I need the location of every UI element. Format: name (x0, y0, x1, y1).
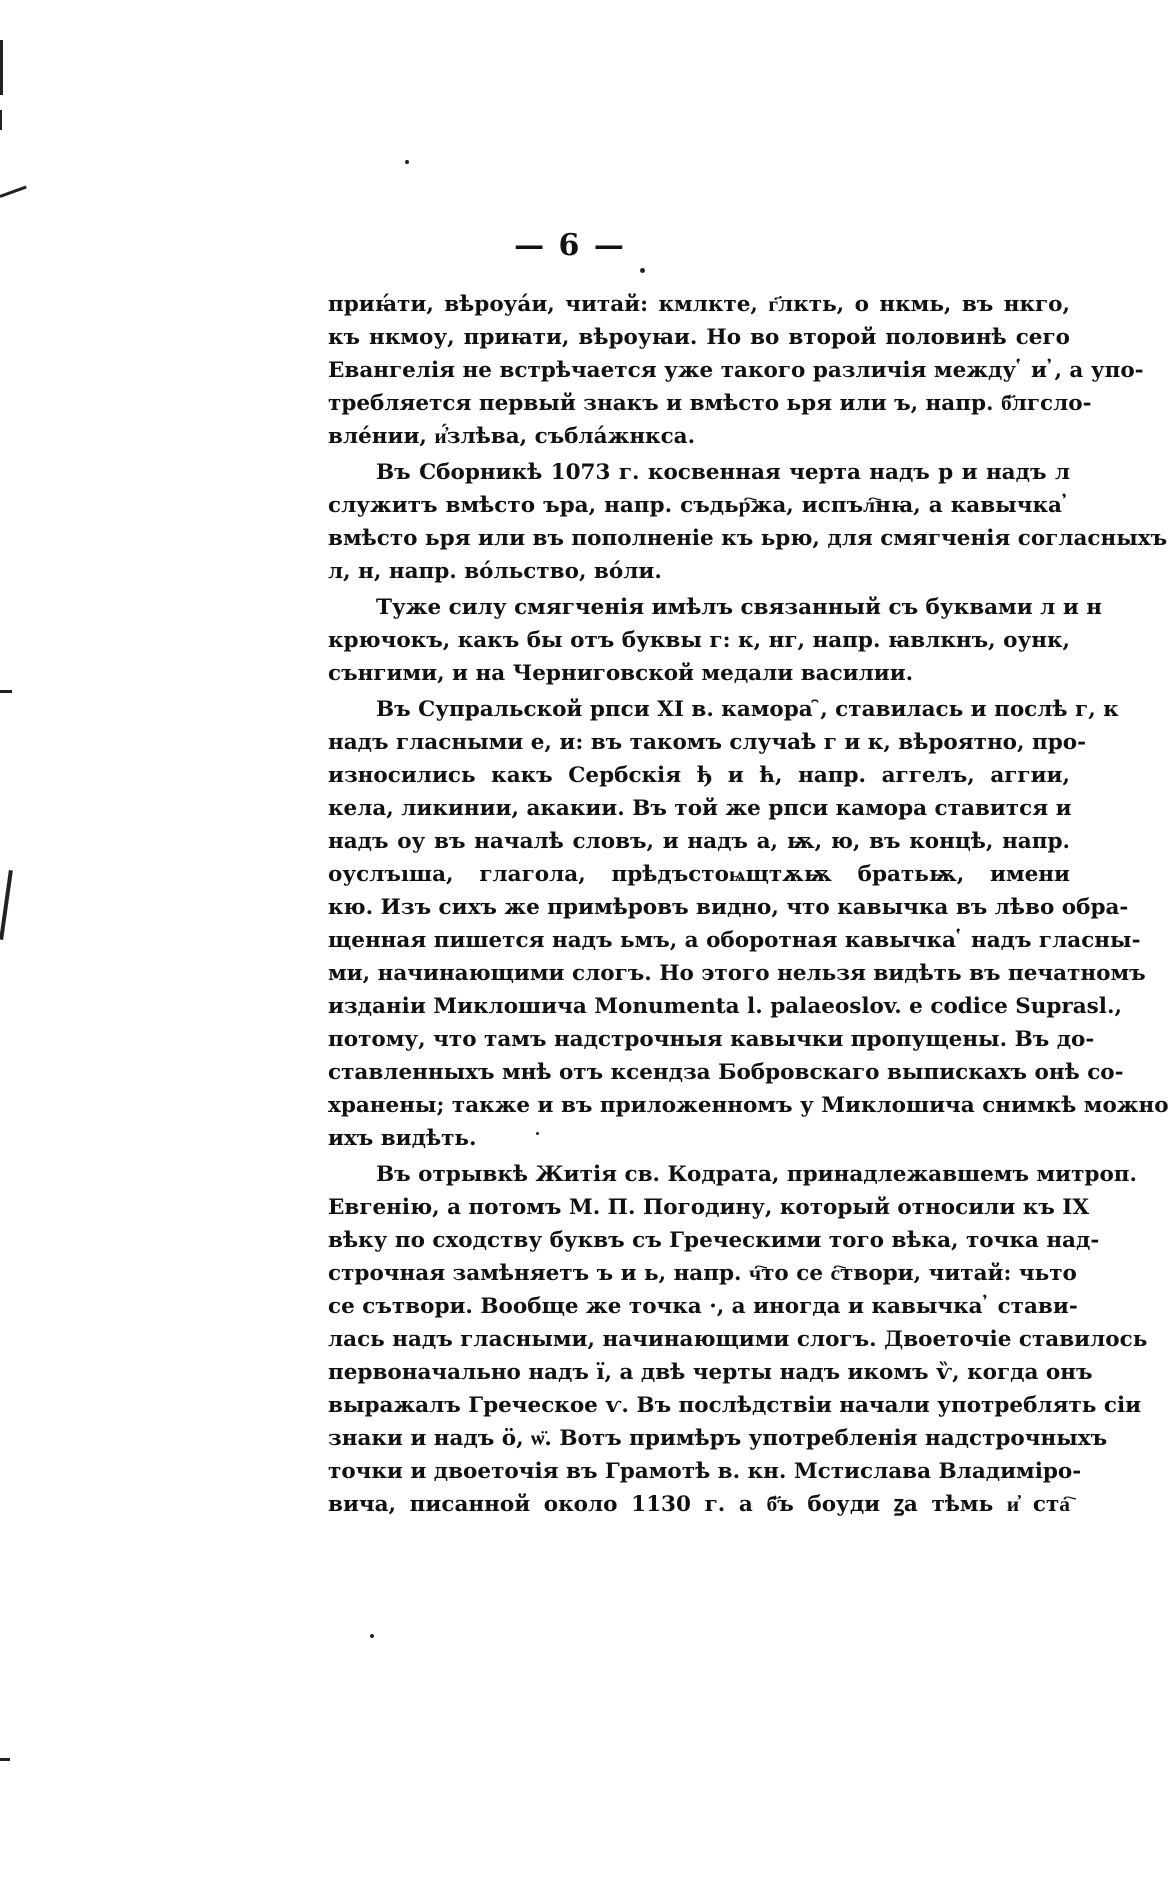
scan-artifact-mark (0, 1758, 10, 1761)
text-line: потому, что тамъ надстрочныя кавычки пропущены. Въ до- (328, 1027, 1095, 1052)
text-line: Евгенію, а потомъ М. П. Погодину, который относили къ IX (328, 1195, 1090, 1220)
text-line: Въ Супральской рпси XI в. камора ̑, ставилась и послѣ г, к (376, 697, 1119, 722)
text-line: служитъ вмѣсто ъра, напр. съдьр҇жа, испъл҇нꙗ, а кавычка ̓ (328, 493, 1070, 518)
text-line: строчная замѣняетъ ъ и ь, напр. ч҇то се с҇твори, читай: чьто (328, 1261, 1077, 1286)
scan-artifact-mark (370, 1634, 374, 1638)
text-line: Туже силу смягченія имѣлъ связанный съ буквами л и н (376, 595, 1102, 620)
text-line: вмѣсто ьря или въ пополненіе къ ьрю, для смягченія согласныхъ (328, 526, 1168, 551)
scan-artifact-mark (640, 268, 645, 273)
page-number (0, 228, 1140, 263)
text-line: износились какъ Сербскія ђ и ћ, напр. аггелъ, аггии, (328, 763, 1070, 788)
text-line: знаки и надъ ӧ, ѡ̈. Вотъ примѣръ употребленія надстрочныхъ (328, 1426, 1108, 1451)
text-line: оуслъıша, глагола, прѣдъстоѩщтѫѭ братьѭ, имени (328, 862, 1070, 887)
text-line: изданіи Миклошича Monumenta l. palaeoslov. e codice Suprasl., (328, 994, 1122, 1019)
text-line: выражалъ Греческое ѵ. Въ послѣдствіи начали употреблять сіи (328, 1393, 1142, 1418)
text-line: вѣку по сходству буквъ съ Греческими того вѣка, точка над- (328, 1228, 1100, 1253)
scan-artifact-mark (0, 110, 2, 130)
body-text (328, 288, 1169, 1521)
text-line: надъ гласными е, и: въ такомъ случаѣ г и к, вѣроятно, про- (328, 730, 1087, 755)
text-line: точки и двоеточія въ Грамотѣ в. кн. Мстислава Владиміро- (328, 1459, 1082, 1484)
text-line: требляется первый знакъ и вмѣсто ьря или ъ, напр. б҃лгсло- (328, 391, 1092, 416)
text-line: ставленныхъ мнѣ отъ ксендза Бобровскаго выпискахъ онѣ со- (328, 1060, 1124, 1085)
scan-artifact-mark (0, 870, 13, 940)
text-line: Въ Сборникѣ 1073 г. косвенная черта надъ р и надъ л (376, 460, 1070, 485)
text-line: щенная пишется надъ ьмъ, а оборотная кавычка ̔ надъ гласны- (328, 928, 1141, 953)
paragraph-5 (328, 1158, 1148, 1521)
paragraph-2 (328, 456, 1168, 588)
text-line: вле́нии, и҆́злѣва, събла́жнкса. (328, 424, 696, 449)
scan-artifact-mark (405, 160, 409, 164)
page-number-text: — 6 — (514, 228, 626, 263)
scan-artifact-mark (0, 690, 12, 693)
text-line: къ нкмоу, приꙗти, вѣроуꙗи. Но во второй половинѣ сего (328, 325, 1070, 350)
text-line: Евангелія не встрѣчается уже такого различія между ̔ и ̓, а упо- (328, 358, 1144, 383)
text-line: Въ отрывкѣ Житія св. Кодрата, принадлежавшемъ митроп. (376, 1162, 1138, 1187)
text-line: сънгими, и на Черниговской медали василии. (328, 661, 914, 686)
text-line: первоначально надъ ї, а двѣ черты надъ икомъ ѷ, когда онъ (328, 1360, 1093, 1385)
text-line: кю. Изъ сихъ же примѣровъ видно, что кавычка въ лѣво обра- (328, 895, 1129, 920)
paragraph-4 (328, 693, 1169, 1155)
paragraph-1 (328, 288, 1144, 453)
text-line: ми, начинающими слогъ. Но этого нельзя видѣть въ печатномъ (328, 961, 1146, 986)
text-line: ихъ видѣть. (328, 1126, 477, 1151)
text-line: лась надъ гласными, начинающими слогъ. Двоеточіе ставилось (328, 1327, 1148, 1352)
scan-artifact-mark (0, 186, 27, 198)
text-line: л, н, напр. во́льство, во́ли. (328, 559, 662, 584)
text-line: кела, ликинии, акакии. Въ той же рпси камора ставится и (328, 796, 1072, 821)
paragraph-3 (328, 591, 1102, 690)
text-line: приꙗ́ти, вѣроуа́и, читай: кмлкте, г҃лкть, о нкмь, въ нкго, (328, 292, 1070, 317)
text-line: се сътвори. Вообще же точка ·, а иногда и кавычка ̓ стави- (328, 1294, 1078, 1319)
scan-artifact-mark (0, 40, 3, 95)
text-line: хранены; также и въ приложенномъ у Миклошича снимкѣ можно (328, 1093, 1169, 1118)
scan-artifact-mark (536, 1132, 539, 1135)
text-line: надъ оу въ началѣ словъ, и надъ а, ѭ, ю, въ концѣ, напр. (328, 829, 1070, 854)
text-line: вича, писанной около 1130 г. а б҃ъ боуди ꙁа тѣмь и҆ ста҇ (328, 1492, 1070, 1517)
text-line: крючокъ, какъ бы отъ буквы г: к, нг, напр. ꙗвлкнъ, оунк, (328, 628, 1070, 653)
